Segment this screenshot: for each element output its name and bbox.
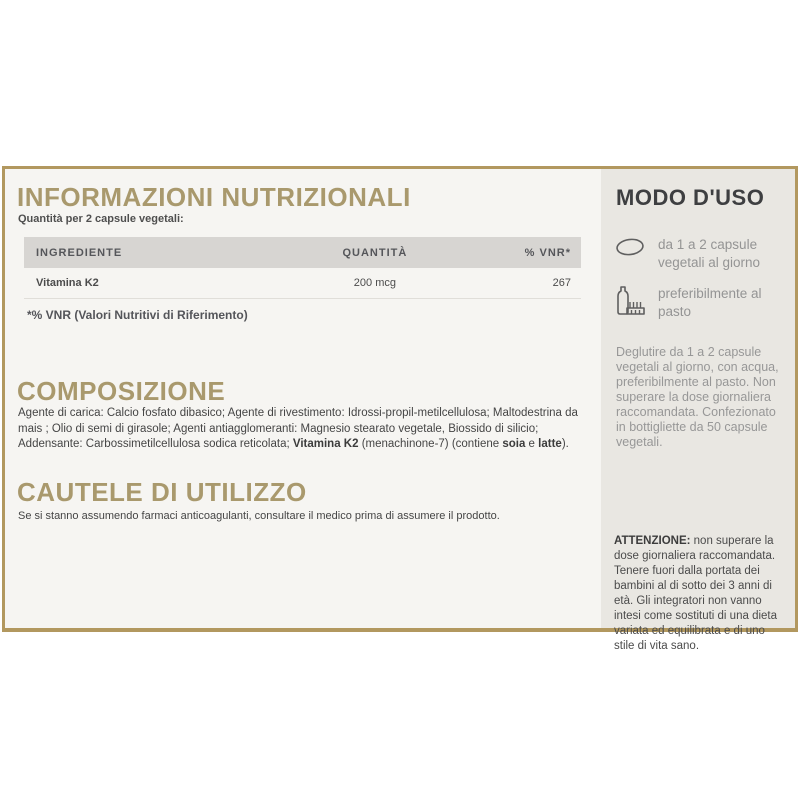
usage-item-dose-label: da 1 a 2 capsule vegetali al giorno xyxy=(658,237,761,270)
col-header-quantity: QUANTITÀ xyxy=(342,246,408,259)
nutrition-facts-column xyxy=(5,169,601,628)
composition-section-title: COMPOSIZIONE xyxy=(17,376,226,406)
composition-part: (menachinone-7) (contiene xyxy=(358,438,503,450)
supplement-label-panel xyxy=(2,166,798,652)
cautions-section-title: CAUTELE DI UTILIZZO xyxy=(17,477,307,507)
attention-warning xyxy=(614,534,786,654)
usage-item-meal xyxy=(614,285,786,321)
composition-part: e xyxy=(525,438,539,450)
ingredient-quantity: 200 mcg xyxy=(353,277,396,289)
capsule-icon xyxy=(614,236,648,258)
col-header-vnr: % VNR* xyxy=(524,246,571,259)
nutrition-table xyxy=(24,237,581,299)
composition-bold-allergen-milk: latte xyxy=(538,438,562,450)
composition-part: Agente di carica: Calcio fosfato dibasico; Agente di rivestimento: Idrossi-propil-metilcellulosa; Maltodestrina da mais ; Olio di semi di girasole; Agenti antiagglomeranti: Magnesio stearato vegetale, Biossido di silicio; Addensante: Carbossimetilcellulosa sodica reticolata; xyxy=(18,407,578,450)
usage-item-dose xyxy=(614,236,786,272)
nutrition-section-title: INFORMAZIONI NUTRIZIONALI xyxy=(17,182,411,212)
usage-section-title: MODO D'USO xyxy=(616,185,765,210)
serving-size-note: Quantità per 2 capsule vegetali: xyxy=(18,213,184,225)
usage-description: Deglutire da 1 a 2 capsule vegetali al giorno, con acqua, preferibilmente al pasto. Non superare la dose giornaliera raccomandata. Confezionato in bottigliette da 50 capsule vegetali. xyxy=(616,345,779,449)
vnr-footnote: *% VNR (Valori Nutritivi di Riferimento) xyxy=(27,308,248,322)
table-row xyxy=(24,268,581,299)
ingredient-vnr-percent: 267 xyxy=(552,277,571,289)
ingredient-name: Vitamina K2 xyxy=(36,277,99,289)
usage-item-meal-label: preferibilmente al pasto xyxy=(658,286,762,319)
composition-bold-vitamin: Vitamina K2 xyxy=(292,438,359,450)
usage-side-panel xyxy=(601,169,795,652)
meal-icon xyxy=(614,285,648,321)
col-header-ingredient: INGREDIENTE xyxy=(36,246,123,259)
composition-bold-allergen-soy: soia xyxy=(502,438,526,450)
attention-warning-label: ATTENZIONE: xyxy=(614,535,691,547)
nutrition-table-header xyxy=(24,237,581,268)
attention-warning-text: non superare la dose giornaliera raccomandata. Tenere fuori dalla portata dei bambini al di sotto dei 3 anni di età. Gli integratori non vanno intesi come sostituti di una dieta variata ed equilibrata e di uno stile di vita sano. xyxy=(614,535,778,652)
composition-part: ). xyxy=(561,438,569,450)
cautions-text: Se si stanno assumendo farmaci anticoagulanti, consultare il medico prima di assumere il prodotto. xyxy=(18,510,500,522)
composition-text xyxy=(18,406,594,453)
